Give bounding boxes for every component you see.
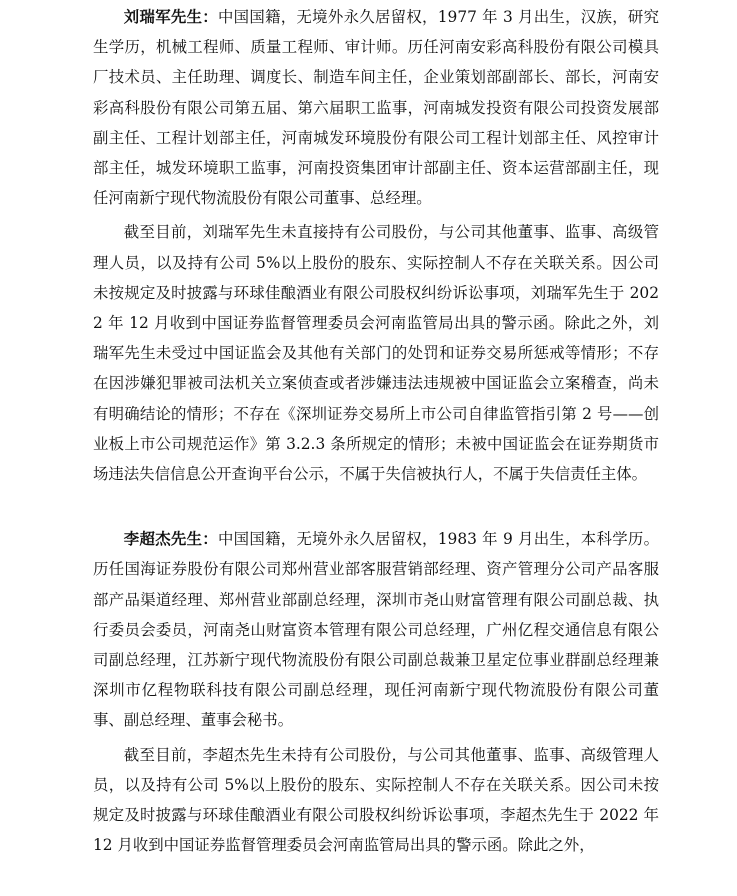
person-bio-1: 中国国籍，无境外永久居留权，1977 年 3 月出生，汉族，研究生学历，机械工程师、质量工程师、审计师。历任河南安彩高科股份有限公司模具厂技术员、主任助理、调度长、制造车间主任，企业策划部副部长、部长，河南安彩高科股份有限公司第五届、第六届职工监事，河南城发投资有限公司投资发展部副主任、工程计划部主任，河南城发环境股份有限公司工程计划部主任、风控审计部主任，城发环境职工监事，河南投资集团审计部副主任、资本运营部副主任，现任河南新宁现代物流股份有限公司董事、总经理。 bbox=[93, 8, 659, 208]
person-name-1: 刘瑞军先生： bbox=[123, 8, 218, 26]
person-name-2: 李超杰先生： bbox=[123, 530, 218, 549]
bio-paragraph-1 bbox=[93, 2, 659, 213]
statement-paragraph-2: 截至目前，李超杰先生未持有公司股份，与公司其他董事、监事、高级管理人员，以及持有公司 5%以上股份的股东、实际控制人不存在关联关系。因公司未按规定及时披露与环球佳酿酒业有限公司股权纠纷诉讼事项，李超杰先生于 2022 年 12 月收到中国证券监督管理委员会河南监管局出具的警示函。除此之外， bbox=[93, 745, 659, 855]
person-bio-2: 中国国籍，无境外永久居留权，1983 年 9 月出生，本科学历。历任国海证券股份有限公司郑州营业部客服营销部经理、资产管理分公司产品客服部产品渠道经理、郑州营业部副总经理，深圳市尧山财富管理有限公司副总裁、执行委员会委员，河南尧山财富资本管理有限公司总经理，广州亿程交通信息有限公司副总经理，江苏新宁现代物流股份有限公司副总裁兼卫星定位事业群副总经理兼深圳市亿程物联科技有限公司副总经理，现任河南新宁现代物流股份有限公司董事、副总经理、董事会秘书。 bbox=[93, 530, 659, 730]
section-spacer bbox=[93, 489, 659, 524]
statement-paragraph-1: 截至目前，刘瑞军先生未直接持有公司股份，与公司其他董事、监事、高级管理人员，以及持有公司 5%以上股份的股东、实际控制人不存在关联关系。因公司未按规定及时披露与环球佳酿酒业有限公司股权纠纷诉讼事项，刘瑞军先生于 2022 年 12 月收到中国证券监督管理委员会河南监管局出具的警示函。除此之外，刘瑞军先生未受过中国证监会及其他有关部门的处罚和证券交易所惩戒等情形；不存在因涉嫌犯罪被司法机关立案侦查或者涉嫌违法违规被中国证监会立案稽查，尚未有明确结论的情形；不存在《深圳证券交易所上市公司自律监管指引第 2 号——创业板上市公司规范运作》第 3.2.3 条所规定的情形；未被中国证监会在证券期货市场违法失信信息公开查询平台公示，不属于失信被执行人，不属于失信责任主体。 bbox=[93, 223, 659, 484]
bio-paragraph-2 bbox=[93, 524, 659, 735]
document-page bbox=[93, 2, 659, 860]
